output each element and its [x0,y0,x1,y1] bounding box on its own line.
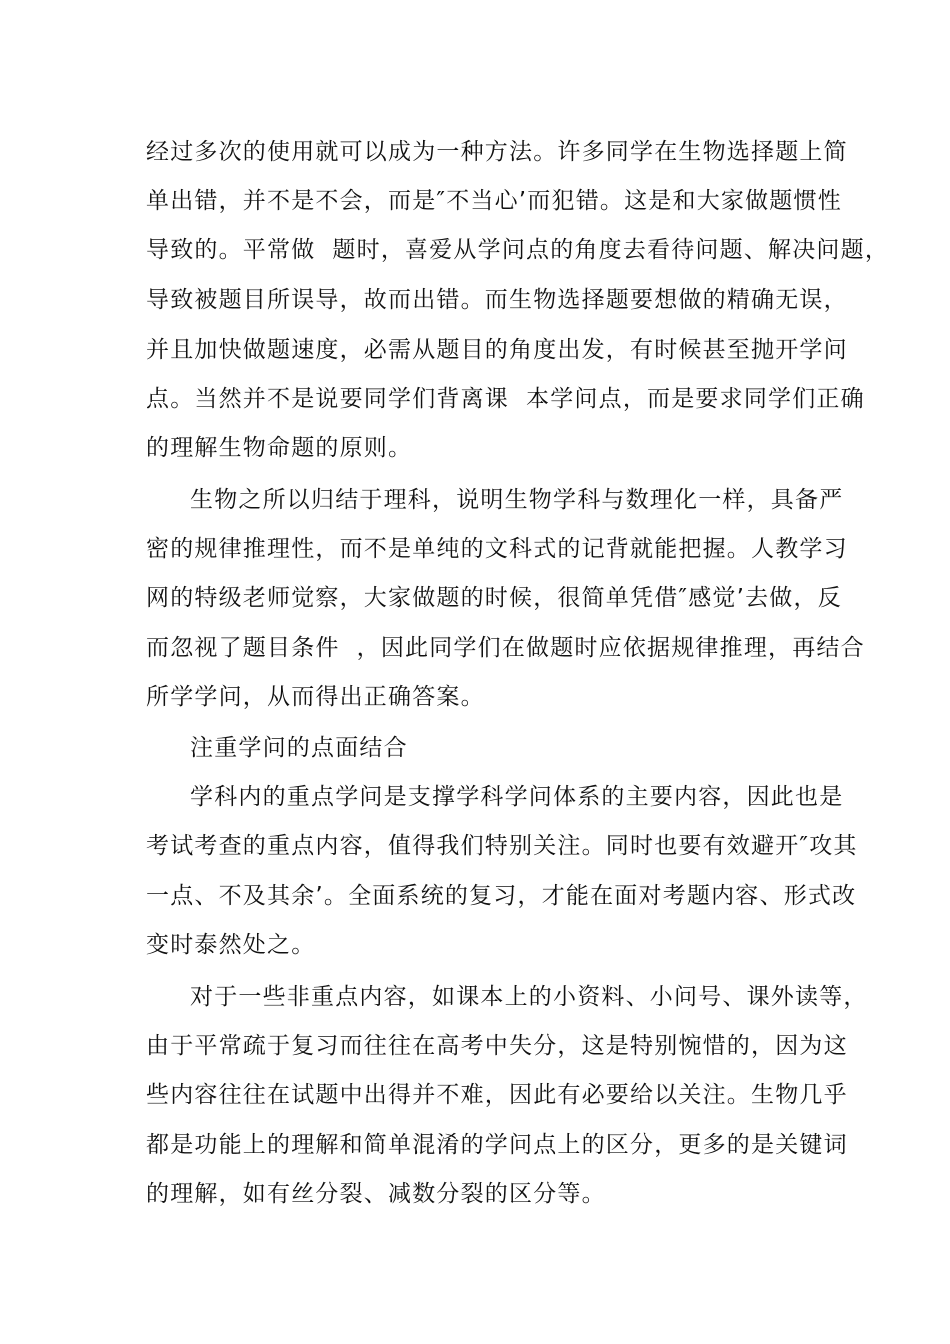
paragraph-1-line-6: 点。当然并不是说要同学们背离课 本学问点，而是要求同学们正确 [146,386,865,412]
paragraph-3-line-3: 一点、不及其余’。全面系统的复习，才能在面对考题内容、形式改 [146,883,857,909]
paragraph-4-line-4: 都是功能上的理解和简单混淆的学问点上的区分，更多的是关键词 [146,1132,848,1158]
paragraph-2-line-3: 网的特级老师觉察，大家做题的时候，很简单凭借″感觉’去做，反 [146,585,842,611]
paragraph-4-line-2: 由于平常疏于复习而往往在高考中失分，这是特别惋惜的，因为这 [146,1033,848,1059]
paragraph-1-line-4: 导致被题目所误导，故而出错。而生物选择题要想做的精确无误， [146,287,848,313]
paragraph-2-line-1: 生物之所以归结于理科，说明生物学科与数理化一样，具备严 [190,487,844,513]
paragraph-2-line-2: 密的规律推理性，而不是单纯的文科式的记背就能把握。人教学习 [146,536,848,562]
paragraph-1-line-7: 的理解生物命题的原则。 [146,435,413,461]
paragraph-4-line-1: 对于一些非重点内容，如课本上的小资料、小问号、课外读等， [190,984,868,1010]
section-heading: 注重学问的点面结合 [190,735,408,761]
paragraph-3-line-2: 考试考查的重点内容，值得我们特别关注。同时也要有效避开″攻其 [146,833,858,859]
paragraph-3-line-1: 学科内的重点学问是支撑学科学问体系的主要内容，因此也是 [190,784,844,810]
paragraph-1-line-3: 导致的。平常做 题时，喜爱从学问点的角度去看待问题、解决问题， [146,237,890,263]
paragraph-3-line-4: 变时泰然处之。 [146,932,316,958]
paragraph-4-line-5: 的理解，如有丝分裂、减数分裂的区分等。 [146,1181,606,1207]
paragraph-4-line-3: 些内容往往在试题中出得并不难，因此有必要给以关注。生物几乎 [146,1082,848,1108]
paragraph-2-line-5: 所学学问，从而得出正确答案。 [146,684,485,710]
paragraph-2-line-4: 而忽视了题目条件 ，因此同学们在做题时应依据规律推理，再结合 [146,635,865,661]
paragraph-1-line-2: 单出错，并不是不会，而是″不当心’而犯错。这是和大家做题惯性 [146,188,842,214]
paragraph-1-line-5: 并且加快做题速度，必需从题目的角度出发，有时候甚至抛开学问 [146,337,848,363]
paragraph-1-line-1: 经过多次的使用就可以成为一种方法。许多同学在生物选择题上简 [146,139,848,165]
